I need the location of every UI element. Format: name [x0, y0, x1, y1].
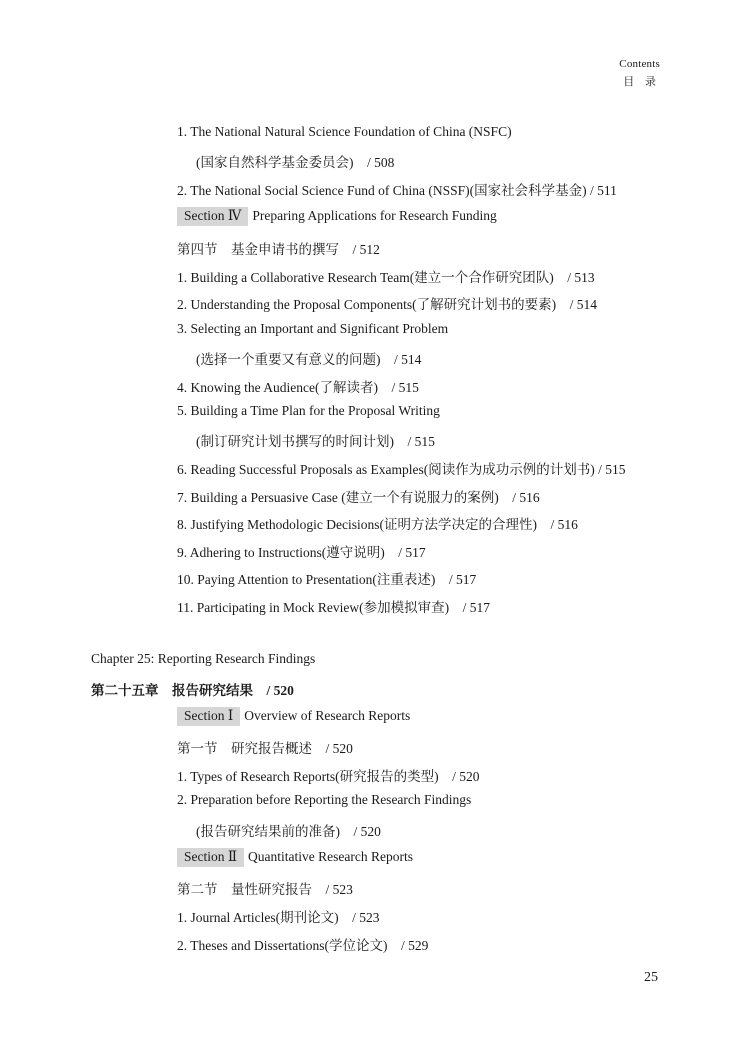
chapter-heading-chinese: 第二十五章 报告研究结果 / 520 [91, 683, 294, 698]
toc-entry-continuation: (报告研究结果前的准备) / 520 [196, 824, 381, 839]
section-label-badge: Section Ⅰ [177, 707, 240, 726]
toc-entry-continuation: (选择一个重要又有意义的问题) / 514 [196, 352, 422, 367]
section-heading-chinese: 第二节 量性研究报告 / 523 [177, 882, 353, 897]
section-title: Overview of Research Reports [244, 708, 411, 723]
toc-entry: 5. Building a Time Plan for the Proposal Writing [177, 403, 440, 418]
page-number: 25 [644, 970, 658, 985]
toc-entry: 3. Selecting an Important and Significant Problem [177, 321, 449, 336]
toc-entry: 2. Understanding the Proposal Components(了解研究计划书的要素) / 514 [177, 297, 597, 312]
toc-entry: 1. Types of Research Reports(研究报告的类型) / 520 [177, 769, 480, 784]
running-header-chinese: 目 录 [623, 76, 660, 88]
section-heading [177, 207, 497, 226]
running-header-english: Contents [619, 58, 660, 70]
toc-entry-continuation: (制订研究计划书撰写的时间计划) / 515 [196, 434, 435, 449]
section-label-badge: Section Ⅳ [177, 207, 248, 226]
section-heading-chinese: 第一节 研究报告概述 / 520 [177, 741, 353, 756]
toc-entry: 1. Journal Articles(期刊论文) / 523 [177, 910, 380, 925]
section-heading [177, 848, 413, 867]
toc-entry: 9. Adhering to Instructions(遵守说明) / 517 [177, 545, 426, 560]
toc-entry: 7. Building a Persuasive Case (建立一个有说服力的案例) / 516 [177, 490, 540, 505]
section-label-badge: Section Ⅱ [177, 848, 244, 867]
toc-entry: 10. Paying Attention to Presentation(注重表述) / 517 [177, 572, 477, 587]
chapter-heading: Chapter 25: Reporting Research Findings [91, 651, 316, 666]
section-title: Preparing Applications for Research Funding [252, 208, 497, 223]
toc-entry: 2. The National Social Science Fund of China (NSSF)(国家社会科学基金) / 511 [177, 183, 617, 198]
toc-entry: 11. Participating in Mock Review(参加模拟审查) / 517 [177, 600, 490, 615]
toc-entry: 4. Knowing the Audience(了解读者) / 515 [177, 380, 419, 395]
toc-entry: 2. Preparation before Reporting the Research Findings [177, 792, 472, 807]
section-title: Quantitative Research Reports [248, 849, 413, 864]
toc-entry: 8. Justifying Methodologic Decisions(证明方法学决定的合理性) / 516 [177, 517, 578, 532]
toc-entry: 1. Building a Collaborative Research Team(建立一个合作研究团队) / 513 [177, 270, 595, 285]
section-heading-chinese: 第四节 基金申请书的撰写 / 512 [177, 242, 380, 257]
section-heading [177, 707, 410, 726]
toc-entry: 6. Reading Successful Proposals as Examples(阅读作为成功示例的计划书) / 515 [177, 462, 626, 477]
toc-entry-continuation: (国家自然科学基金委员会) / 508 [196, 155, 395, 170]
toc-entry: 1. The National Natural Science Foundation of China (NSFC) [177, 124, 512, 139]
toc-entry: 2. Theses and Dissertations(学位论文) / 529 [177, 938, 429, 953]
